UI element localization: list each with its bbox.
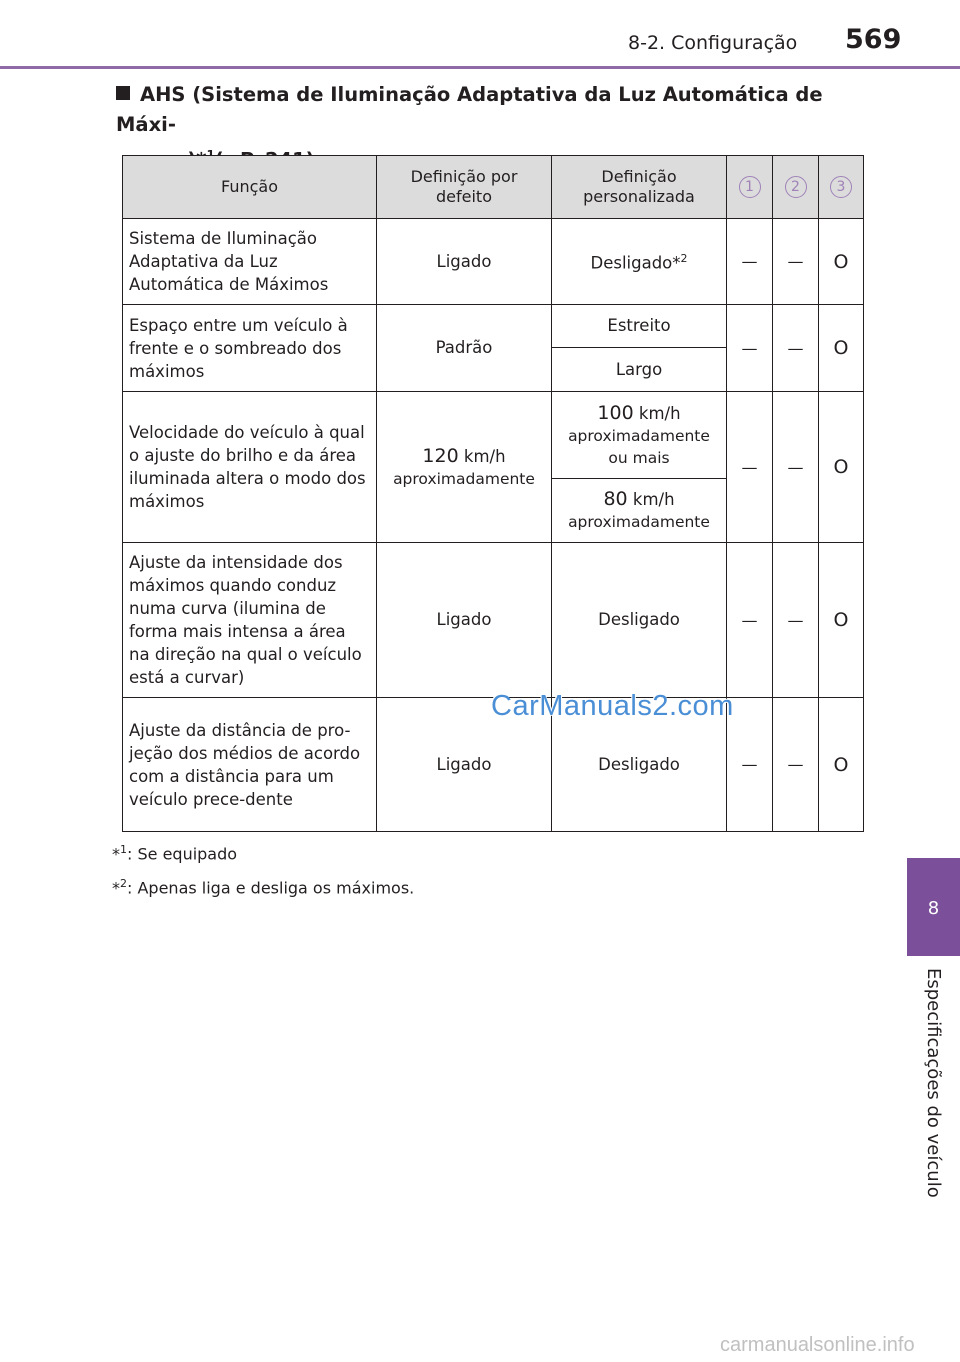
mode3-cell: O (819, 219, 864, 305)
custom-cell: Desligado (552, 698, 727, 832)
mode2-cell: — (773, 305, 819, 392)
custom-cell-b: Largo (552, 348, 727, 392)
mode3-cell: O (819, 698, 864, 832)
custom-cell-a: Estreito (552, 305, 727, 348)
mode1-cell: — (727, 219, 773, 305)
circle-3-icon: 3 (830, 176, 852, 198)
custom-cell: Desligado (552, 543, 727, 698)
bullet-square-icon (116, 86, 130, 100)
function-cell: Ajuste da distância de pro-jeção dos médios de acordo com a distância para um veículo prece-dente (123, 698, 377, 832)
mode2-cell: — (773, 392, 819, 543)
mode1-cell: — (727, 698, 773, 832)
table-row (123, 543, 864, 698)
mode2-cell: — (773, 698, 819, 832)
mode3-cell: O (819, 543, 864, 698)
page-number: 569 (845, 24, 902, 55)
default-cell: Ligado (377, 543, 552, 698)
chapter-tab[interactable] (907, 858, 960, 956)
function-cell: Espaço entre um veículo à frente e o sombreado dos máximos (123, 305, 377, 392)
mode3-cell: O (819, 305, 864, 392)
mode3-cell: O (819, 392, 864, 543)
footnote-ref: 2 (680, 252, 688, 266)
heading-line1: AHS (Sistema de Iluminação Adaptativa da Luz Automática de Máxi- (116, 83, 823, 136)
mode1-cell: — (727, 392, 773, 543)
default-cell: 120 km/h aproximadamente (377, 392, 552, 543)
function-cell: Ajuste da intensidade dos máximos quando conduz numa curva (ilumina de forma mais intensa a área na direção na qual o veículo está a curvar) (123, 543, 377, 698)
section-title: 8-2. Configuração (628, 32, 798, 54)
header-custom: Definição personalizada (552, 156, 727, 219)
settings-table (122, 155, 864, 832)
table-header-row (123, 156, 864, 219)
function-cell: Sistema de Iluminação Adaptativa da Luz Automática de Máximos (123, 219, 377, 305)
mode1-cell: — (727, 543, 773, 698)
custom-cell-b: 80 km/h aproximadamente (552, 479, 727, 543)
circle-1-icon: 1 (739, 176, 761, 198)
watermark-center: CarManuals2.com (491, 690, 734, 722)
table-row (123, 392, 864, 479)
chapter-label: Especificações do veículo (923, 968, 944, 1198)
mode2-cell: — (773, 219, 819, 305)
function-cell: Velocidade do veículo à qual o ajuste do brilho e da área iluminada altera o modo dos máximos (123, 392, 377, 543)
default-cell: Padrão (377, 305, 552, 392)
custom-cell: Desligado*$^2$ (552, 219, 727, 305)
custom-cell-a: 100 km/h aproximadamente ou mais (552, 392, 727, 479)
table-row (123, 305, 864, 348)
circle-2-icon: 2 (785, 176, 807, 198)
chapter-number: 8 (927, 898, 940, 919)
footnote-2: *$^2$: Apenas liga e desliga os máximos. (112, 877, 415, 898)
default-cell: Ligado (377, 698, 552, 832)
mode2-cell: — (773, 543, 819, 698)
header-function: Função (123, 156, 377, 219)
table-row (123, 219, 864, 305)
header-divider (0, 66, 960, 69)
header-default: Definição por defeito (377, 156, 552, 219)
watermark-footer: carmanualsonline.info (720, 1334, 915, 1356)
footnote-1: *$^1$: Se equipado (112, 843, 238, 864)
default-cell: Ligado (377, 219, 552, 305)
mode1-cell: — (727, 305, 773, 392)
